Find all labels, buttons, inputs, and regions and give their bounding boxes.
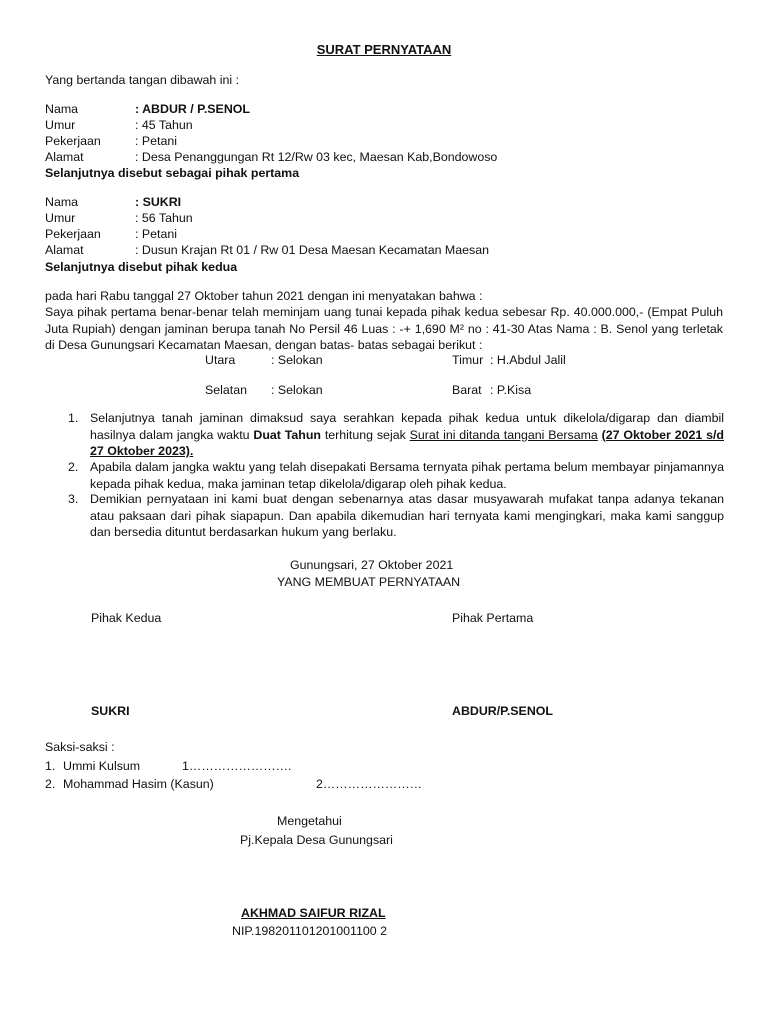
umur-label: Umur [45, 118, 76, 132]
umur-label: Umur [45, 211, 76, 225]
item-text: Demikian pernyataan ini kami buat dengan sebenarnya atas dasar musyawarah mufakat tanpa adanya tekanan atau paksaan dari pihak siapapun. Dan apabila dikemudian hari ternyata kami mengingkari, maka kami sanggup dan bersedia dituntut berdasarkan hukum yang berlaku. [90, 492, 724, 539]
item-text: Apabila dalam jangka waktu yang telah disepakati Bersama ternyata pihak pertama belum membayar pinjamannya kepada pihak kedua, maka jaminan tetap dikelola/digarap oleh pihak kedua. [90, 460, 724, 491]
item-text-part: terhitung sejak [321, 427, 410, 442]
document-title: SURAT PERNYATAAN [316, 42, 452, 57]
party1-nama: : ABDUR / P.SENOL [135, 102, 250, 116]
intro-text: Yang bertanda tangan dibawah ini : [45, 73, 240, 87]
village-head-title: Pj.Kepala Desa Gunungsari [240, 833, 393, 847]
party2-umur: : 56 Tahun [135, 211, 193, 225]
village-head-name: AKHMAD SAIFUR RIZAL [241, 906, 386, 920]
item-number: 1. [68, 411, 79, 425]
sign-right-role: Pihak Pertama [452, 611, 534, 625]
party2-nama: : SUKRI [135, 195, 182, 209]
place-date: Gunungsari, 27 Oktober 2021 [290, 558, 454, 572]
pekerjaan-label: Pekerjaan [45, 227, 101, 241]
witness-signature-line: 1……………………. [182, 759, 292, 773]
nama-label: Nama [45, 195, 79, 209]
list-item [68, 491, 724, 541]
pekerjaan-label: Pekerjaan [45, 134, 101, 148]
party1-pekerjaan: : Petani [135, 134, 178, 148]
timur-value: : H.Abdul Jalil [490, 353, 566, 367]
party1-umur: : 45 Tahun [135, 118, 193, 132]
witness-signature-line: 2…………………… [316, 777, 423, 791]
sign-left-role: Pihak Kedua [91, 611, 162, 625]
statement-body: Saya pihak pertama benar-benar telah meminjam uang tunai kepada pihak kedua sebesar Rp. 40.000.000,- (Empat Puluh Juta Rupiah) dengan jaminan berupa tanah No Persil 46 Luas : -+ 1,690 M² no : 41-30 Atas Nama : B. Senol yang terletak di Desa Gunungsari Kecamatan Maesan, dengan batas- batas sebagai berikut : [45, 305, 723, 352]
item-number: 2. [68, 460, 79, 474]
barat-label: Barat [452, 383, 482, 397]
signer-heading: YANG MEMBUAT PERNYATAAN [277, 575, 461, 589]
party2-note: Selanjutnya disebut pihak kedua [45, 260, 238, 274]
acknowledge-label: Mengetahui [277, 814, 342, 828]
utara-label: Utara [205, 353, 236, 367]
selatan-value: : Selokan [271, 383, 323, 397]
item-text-part: Selanjutnya tanah jaminan dimaksud saya serahkan kepada pihak kedua untuk dikelola/digarap dan diambil hasilnya dalam jangka waktu [90, 411, 724, 442]
item-text [90, 410, 724, 460]
witness-heading: Saksi-saksi : [45, 740, 115, 754]
timur-label: Timur [452, 353, 484, 367]
utara-value: : Selokan [271, 353, 323, 367]
sign-right-name: ABDUR/P.SENOL [452, 704, 553, 718]
witness-number: 2. [45, 777, 56, 791]
alamat-label: Alamat [45, 243, 84, 257]
list-item [68, 459, 724, 492]
sign-left-name: SUKRI [91, 704, 130, 718]
party2-pekerjaan: : Petani [135, 227, 178, 241]
item-number: 3. [68, 492, 79, 506]
witness-name: Ummi Kulsum [63, 759, 141, 773]
witness-name: Mohammad Hasim (Kasun) [63, 777, 214, 791]
item-duration: Duat Tahun [253, 427, 321, 442]
nama-label: Nama [45, 102, 79, 116]
alamat-label: Alamat [45, 150, 84, 164]
item-date-range: (27 Oktober 2021 s/d 27 Oktober 2023). [90, 427, 724, 458]
party1-alamat: : Desa Penanggungan Rt 12/Rw 03 kec, Maesan Kab,Bondowoso [135, 150, 498, 164]
list-item [68, 410, 724, 460]
village-head-nip: NIP.198201101201001100 2 [232, 924, 388, 938]
barat-value: : P.Kisa [490, 383, 532, 397]
item-signed-phrase: Surat ini ditanda tangani Bersama [409, 427, 598, 442]
party2-alamat: : Dusun Krajan Rt 01 / Rw 01 Desa Maesan Kecamatan Maesan [135, 243, 490, 257]
selatan-label: Selatan [205, 383, 248, 397]
witness-number: 1. [45, 759, 56, 773]
statement-intro: pada hari Rabu tanggal 27 Oktober tahun 2021 dengan ini menyatakan bahwa : [45, 289, 483, 303]
party1-note: Selanjutnya disebut sebagai pihak pertama [45, 166, 300, 180]
